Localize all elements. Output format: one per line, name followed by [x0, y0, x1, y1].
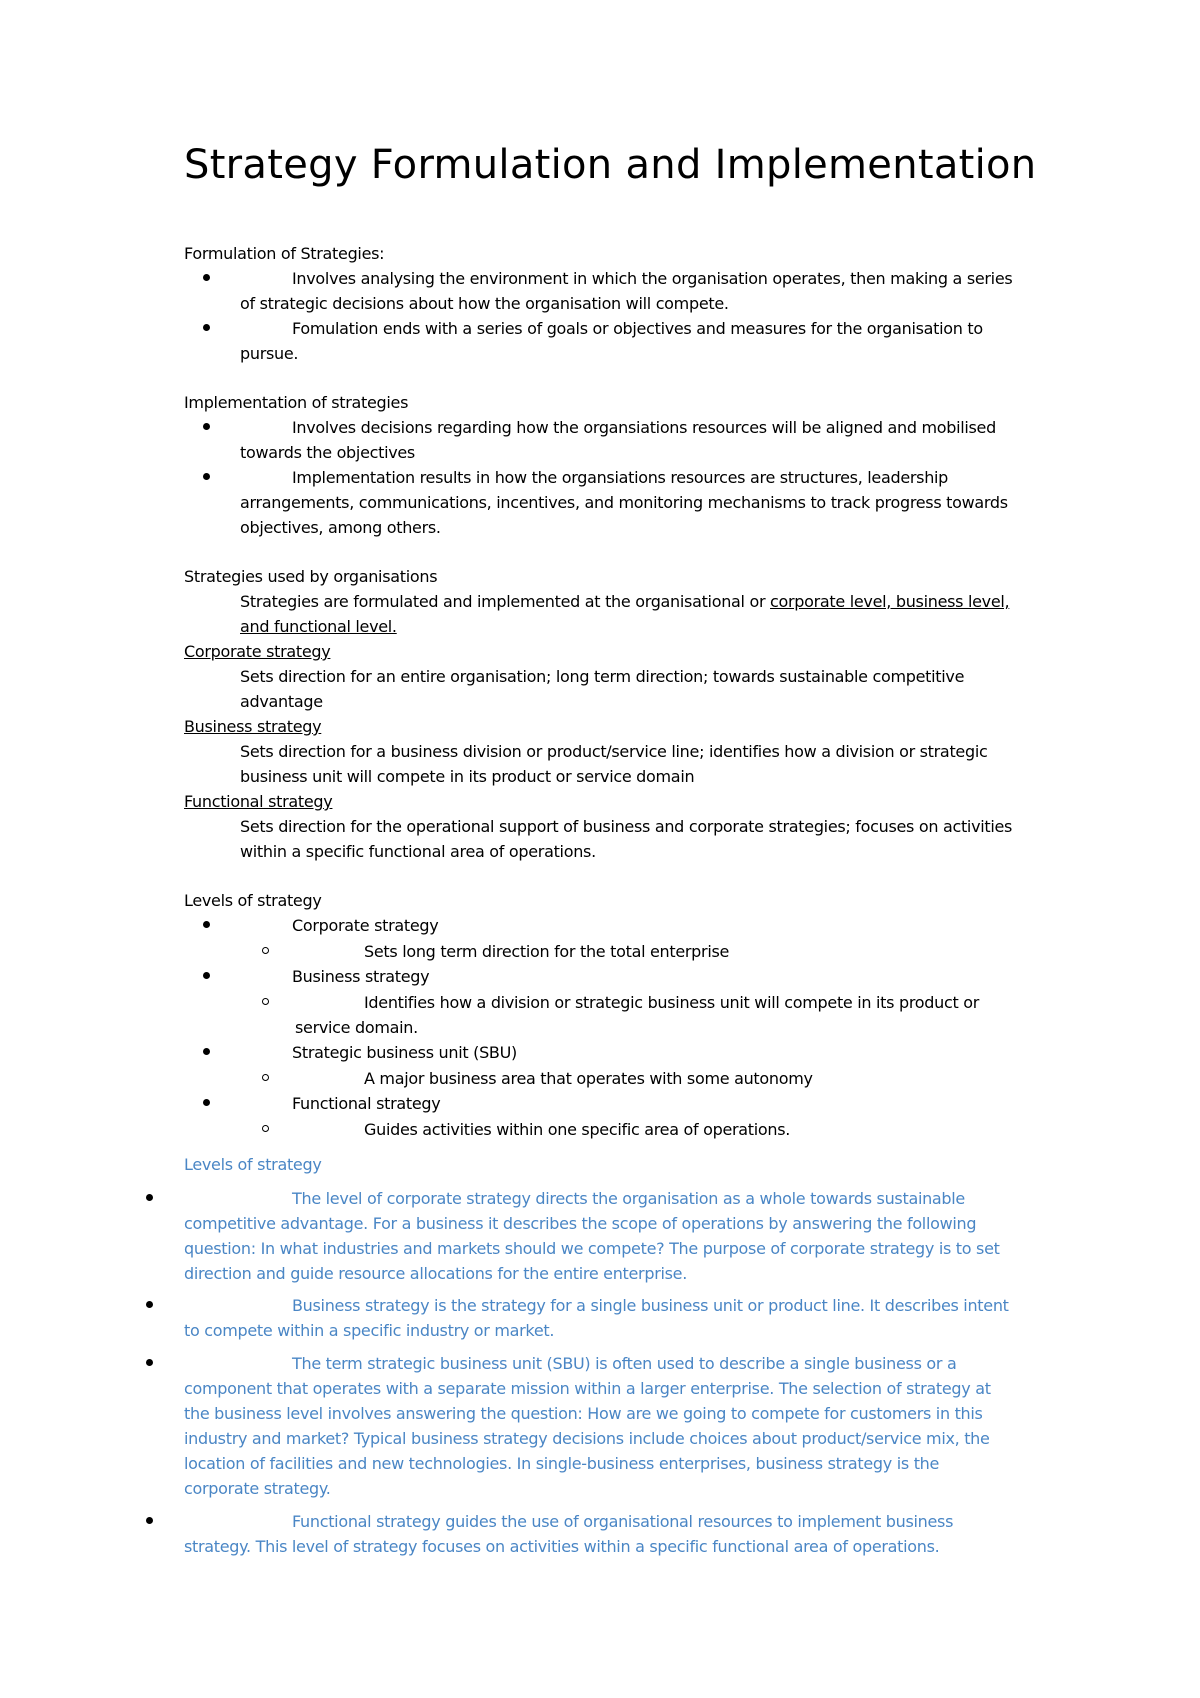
formulation-item-2-line-2: pursue.: [240, 344, 299, 363]
strategies-used-intro-line-1: [240, 589, 1009, 614]
intro-levels-underlined: corporate level, business level,: [770, 592, 1010, 611]
circle-bullet-icon: [262, 1125, 269, 1132]
levels-detail-heading: Levels of strategy: [184, 1155, 322, 1174]
strategies-used-intro-line-2: and functional level.: [240, 617, 397, 636]
functional-strategy-heading: Functional strategy: [184, 792, 333, 811]
functional-strategy-line-2: within a specific functional area of operations.: [240, 842, 596, 861]
levels-item-business-sub-line-2: service domain.: [295, 1018, 418, 1037]
levels-item-business: Business strategy: [292, 967, 430, 986]
implementation-item-2-line-3: objectives, among others.: [240, 518, 441, 537]
levels-item-functional-sub: Guides activities within one specific area of operations.: [364, 1120, 791, 1139]
levels-detail-p3-line-5: location of facilities and new technologies. In single-business enterprises, business strategy is the: [184, 1454, 940, 1473]
bullet-icon: [203, 1048, 210, 1055]
business-strategy-line-1: Sets direction for a business division or product/service line; identifies how a division or strategic: [240, 742, 988, 761]
intro-plain-text: Strategies are formulated and implemented at the organisational or: [240, 592, 771, 611]
business-strategy-line-2: business unit will compete in its product or service domain: [240, 767, 695, 786]
implementation-item-1-line-2: towards the objectives: [240, 443, 415, 462]
levels-item-sbu: Strategic business unit (SBU): [292, 1043, 517, 1062]
levels-item-corporate: Corporate strategy: [292, 916, 439, 935]
functional-strategy-line-1: Sets direction for the operational support of business and corporate strategies; focuses on activities: [240, 817, 1013, 836]
levels-item-functional: Functional strategy: [292, 1094, 441, 1113]
levels-detail-p4-line-1: Functional strategy guides the use of organisational resources to implement business: [292, 1512, 954, 1531]
bullet-icon: [146, 1301, 153, 1308]
levels-detail-p2-line-1: Business strategy is the strategy for a single business unit or product line. It describes intent: [292, 1296, 1009, 1315]
levels-detail-p3-line-4: industry and market? Typical business strategy decisions include choices about product/service mix, the: [184, 1429, 990, 1448]
bullet-icon: [203, 324, 210, 331]
bullet-icon: [203, 1099, 210, 1106]
levels-detail-p1-line-4: direction and guide resource allocations for the entire enterprise.: [184, 1264, 687, 1283]
formulation-item-1-line-2: of strategic decisions about how the organisation will compete.: [240, 294, 729, 313]
circle-bullet-icon: [262, 998, 269, 1005]
formulation-item-2-line-1: Fomulation ends with a series of goals or objectives and measures for the organisation to: [292, 319, 983, 338]
levels-item-corporate-sub: Sets long term direction for the total enterprise: [364, 942, 730, 961]
bullet-icon: [203, 473, 210, 480]
implementation-item-2-line-1: Implementation results in how the organsiations resources are structures, leadership: [292, 468, 949, 487]
bullet-icon: [203, 921, 210, 928]
document-title: Strategy Formulation and Implementation: [184, 142, 1037, 188]
levels-detail-p2-line-2: to compete within a specific industry or market.: [184, 1321, 555, 1340]
levels-detail-p3-line-1: The term strategic business unit (SBU) is often used to describe a single business or a: [292, 1354, 957, 1373]
levels-detail-p3-line-6: corporate strategy.: [184, 1479, 331, 1498]
bullet-icon: [203, 972, 210, 979]
corporate-strategy-heading: Corporate strategy: [184, 642, 331, 661]
levels-detail-p3-line-3: the business level involves answering the question: How are we going to compete for customers in this: [184, 1404, 983, 1423]
circle-bullet-icon: [262, 947, 269, 954]
levels-item-sbu-sub: A major business area that operates with some autonomy: [364, 1069, 813, 1088]
bullet-icon: [146, 1517, 153, 1524]
implementation-item-2-line-2: arrangements, communications, incentives, and monitoring mechanisms to track progress towards: [240, 493, 1008, 512]
strategies-used-heading: Strategies used by organisations: [184, 567, 438, 586]
corporate-strategy-line-1: Sets direction for an entire organisation; long term direction; towards sustainable competitive: [240, 667, 965, 686]
bullet-icon: [146, 1359, 153, 1366]
levels-heading: Levels of strategy: [184, 891, 322, 910]
levels-detail-p1-line-1: The level of corporate strategy directs the organisation as a whole towards sustainable: [292, 1189, 965, 1208]
levels-detail-p1-line-2: competitive advantage. For a business it describes the scope of operations by answering the following: [184, 1214, 977, 1233]
formulation-item-1-line-1: Involves analysing the environment in which the organisation operates, then making a series: [292, 269, 1013, 288]
business-strategy-heading: Business strategy: [184, 717, 322, 736]
levels-detail-p3-line-2: component that operates with a separate mission within a larger enterprise. The selection of strategy at: [184, 1379, 991, 1398]
corporate-strategy-line-2: advantage: [240, 692, 323, 711]
levels-detail-p4-line-2: strategy. This level of strategy focuses on activities within a specific functional area of operations.: [184, 1537, 940, 1556]
bullet-icon: [203, 423, 210, 430]
implementation-heading: Implementation of strategies: [184, 393, 409, 412]
implementation-item-1-line-1: Involves decisions regarding how the organsiations resources will be aligned and mobilised: [292, 418, 996, 437]
circle-bullet-icon: [262, 1074, 269, 1081]
levels-item-business-sub-line-1: Identifies how a division or strategic business unit will compete in its product or: [364, 993, 979, 1012]
formulation-heading: Formulation of Strategies:: [184, 244, 385, 263]
bullet-icon: [203, 274, 210, 281]
levels-detail-p1-line-3: question: In what industries and markets should we compete? The purpose of corporate strategy is to set: [184, 1239, 1000, 1258]
bullet-icon: [146, 1194, 153, 1201]
